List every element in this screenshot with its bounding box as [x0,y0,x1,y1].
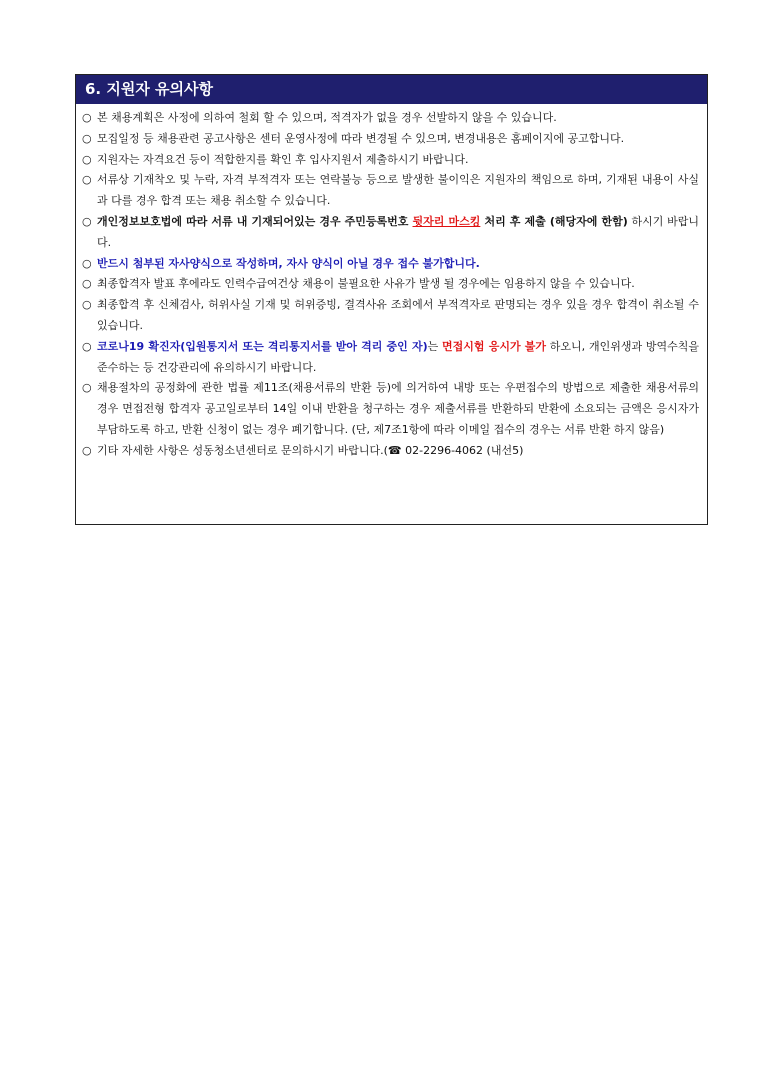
circle-bullet-icon: ○ [82,131,92,145]
contact-text: 기타 자세한 사항은 성동청소년센터로 문의하시기 바랍니다.(☎ 02-2296-4062 (내선5) [97,443,524,457]
item-text: 채용절차의 공정화에 관한 법률 제11조(채용서류의 반환 등)에 의거하여 내방 또는 우편접수의 방법으로 제출한 채용서류의 경우 면접전형 합격자 공고일로부터 14일 이내 반환을 청구하는 경우 제출서류를 반환하되 반환에 소요되는 금액은 응시자가 부담하도록 하고, 반환 신청이 없는 경우 폐기합니다. (단, 제7조1항에 따라 이메일 접수의 경우는 서류 반환 하지 않음) [97,381,699,436]
list-item [82,212,699,254]
list-item [82,295,699,337]
item-text: 본 채용계획은 사정에 의하여 철회 할 수 있으며, 적격자가 없을 경우 선발하지 않을 수 있습니다. [97,111,557,124]
item-text-mixed [97,212,699,254]
circle-bullet-icon: ○ [82,443,92,457]
notice-section [75,74,708,525]
request-text: 하시기 바랍니다. [97,214,699,249]
list-item [82,150,699,171]
circle-bullet-icon: ○ [82,298,92,312]
notice-list [76,104,707,462]
circle-bullet-icon: ○ [82,381,92,395]
circle-bullet-icon: ○ [82,214,92,228]
item-text: 최종합격 후 신체검사, 허위사실 기재 및 허위증빙, 결격사유 조회에서 부적격자로 판명되는 경우 있을 경우 합격이 취소될 수 있습니다. [97,298,699,332]
list-item [82,441,699,462]
list-item [82,170,699,212]
covid-notice-text: 코로나19 확진자(입원통지서 또는 격리통지서를 받아 격리 중인 자) [97,339,428,353]
circle-bullet-icon: ○ [82,152,92,166]
form-requirement-text: 반드시 첨부된 자사양식으로 작성하며, 자사 양식이 아닐 경우 접수 불가합니다. [97,256,480,270]
item-text-mixed [97,337,699,379]
list-item [82,108,699,129]
submission-text: 처리 후 제출 (해당자에 한함) [480,214,628,228]
list-item [82,129,699,150]
masking-highlight: 뒷자리 마스킹 [412,214,481,228]
list-item [82,337,699,379]
list-item [82,254,699,275]
interview-unavailable-text: 면접시험 응시가 불가 [442,339,546,353]
item-text: 최종합격자 발표 후에라도 인력수급여건상 채용이 불필요한 사유가 발생 될 경우에는 임용하지 않을 수 있습니다. [97,277,635,291]
health-notice-text: 하오니, 개인위생과 방역수칙을 준수하는 등 건강관리에 유의하시기 바랍니다. [97,339,700,374]
particle-text: 는 [427,339,443,353]
circle-bullet-icon: ○ [82,277,92,291]
list-item [82,274,699,295]
item-text: 모집일정 등 채용관련 공고사항은 센터 운영사정에 따라 변경될 수 있으며, 변경내용은 홈페이지에 공고합니다. [97,131,625,145]
list-item [82,378,699,440]
circle-bullet-icon: ○ [82,111,92,124]
circle-bullet-icon: ○ [82,339,92,353]
item-text: 지원자는 자격요건 등이 적합한지를 확인 후 입사지원서 제출하시기 바랍니다. [97,152,469,166]
circle-bullet-icon: ○ [82,173,92,187]
circle-bullet-icon: ○ [82,256,92,270]
item-text: 서류상 기재착오 및 누락, 자격 부적격자 또는 연락불능 등으로 발생한 불이익은 지원자의 책임으로 하며, 기재된 내용이 사실과 다를 경우 합격 또는 채용 취소할 수 있습니다. [97,173,699,208]
privacy-notice-text: 개인정보보호법에 따라 서류 내 기재되어있는 경우 주민등록번호 [97,214,413,228]
section-title: 6. 지원자 유의사항 [76,75,707,104]
